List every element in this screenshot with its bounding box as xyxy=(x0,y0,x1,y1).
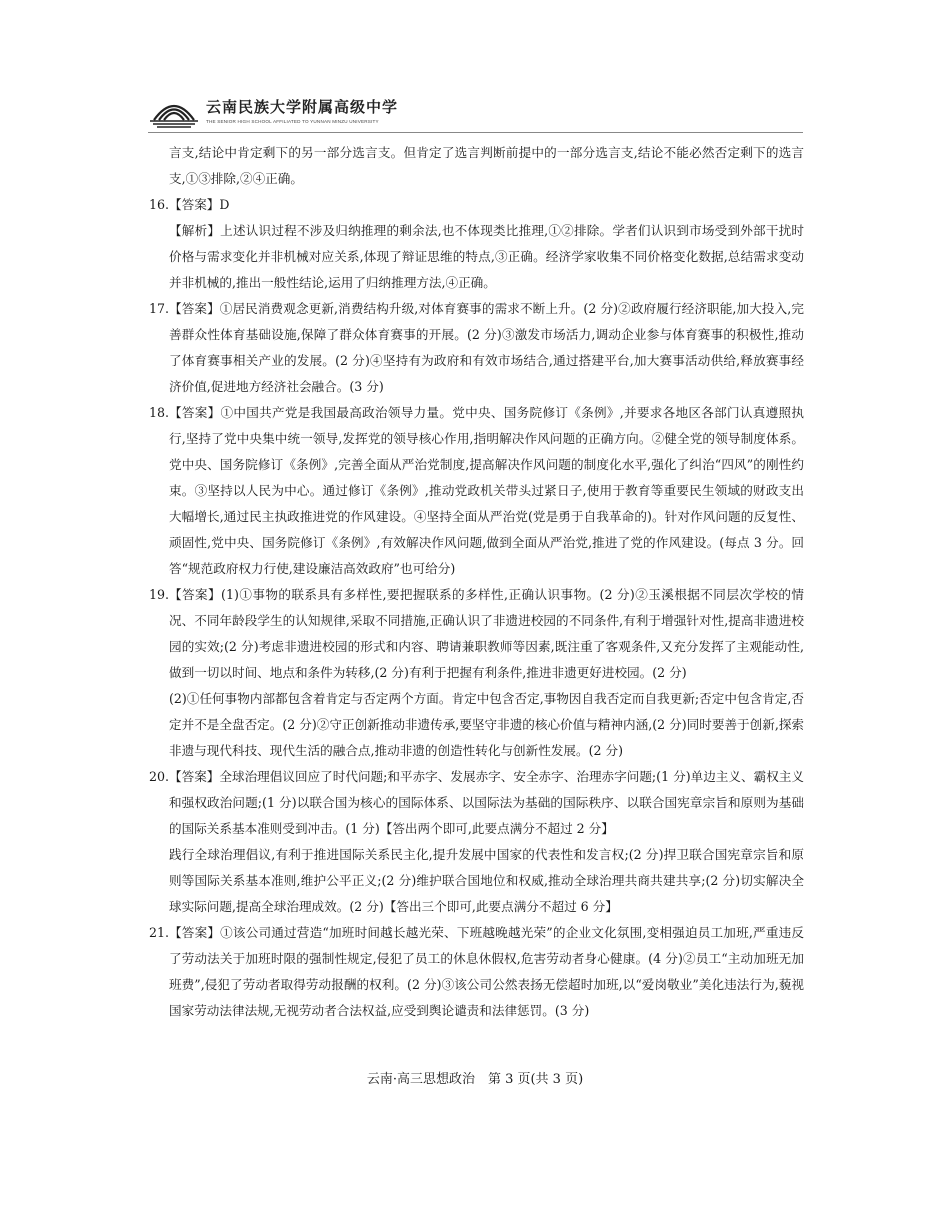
page-header xyxy=(148,88,800,132)
question-number: 19. xyxy=(148,587,169,602)
question-17 xyxy=(148,296,804,400)
page-footer: 云南·高三思想政治 第 3 页(共 3 页) xyxy=(366,1072,584,1087)
question-19 xyxy=(148,582,804,764)
header-divider xyxy=(148,132,803,133)
question-number: 17. xyxy=(148,301,169,316)
school-name: 云南民族大学附属高级中学 xyxy=(206,98,399,116)
school-logo-icon xyxy=(148,90,200,130)
answer-text: 【答案】D xyxy=(169,197,230,212)
answer-part-2: (2)①任何事物内部都包含着肯定与否定两个方面。肯定中包含否定,事物因自我否定而自我更新;否定中包含肯定,否定并不是全盘否定。(2 分)②守正创新推动非遗传承,要坚守非遗的核心价值与精神内涵,(2 分)同时要善于创新,探索非遗与现代科技、现代生活的融合点,推动非遗的创造性转化与创新性发展。(2 分) xyxy=(169,691,805,758)
explanation-text: 【解析】上述认识过程不涉及归纳推理的剩余法,也不体现类比推理,①②排除。学者们认识到市场受到外部干扰时价格与需求变化并非机械对应关系,体现了辩证思维的特点,③正确。经济学家收集不同价格变化数据,总结需求变动并非机械的,推出一般性结论,运用了归纳推理方法,④正确。 xyxy=(169,223,804,290)
question-number: 21. xyxy=(148,925,169,940)
intro-paragraph: 言支,结论中肯定剩下的另一部分选言支。但肯定了选言判断前提中的一部分选言支,结论不能必然否定剩下的选言支,①③排除,②④正确。 xyxy=(169,145,804,186)
answer-part-2: 践行全球治理倡议,有利于推进国际关系民主化,提升发展中国家的代表性和发言权;(2 分)捍卫联合国宪章宗旨和原则等国际关系基本准则,维护公平正义;(2 分)维护联合国地位和权威,推动全球治理共商共建共享;(2 分)切实解决全球实际问题,提高全球治理成效。(2 分)【答出三个即可,此要点满分不超过 6 分】 xyxy=(169,847,804,914)
answer-text: 【答案】(1)①事物的联系具有多样性,要把握联系的多样性,正确认识事物。(2 分)②玉溪根据不同层次学校的情况、不同年龄段学生的认知规律,采取不同措施,正确认识了非遗进校园的不同条件,有利于增强针对性,提高非遗进校园的实效;(2 分)考虑非遗进校园的形式和内容、聘请兼职教师等因素,既注重了客观条件,又充分发挥了主观能动性,做到一切以时间、地点和条件为转移,(2 分)有利于把握有利条件,推进非遗更好进校园。(2 分) xyxy=(169,587,804,680)
school-title xyxy=(206,96,398,124)
question-16 xyxy=(148,192,804,296)
answer-content xyxy=(148,140,804,1024)
answer-text: 【答案】①居民消费观念更新,消费结构升级,对体育赛事的需求不断上升。(2 分)②政府履行经济职能,加大投入,完善群众性体育基础设施,保障了群众体育赛事的开展。(2 分)③激发市场活力,调动企业参与体育赛事的积极性,推动了体育赛事相关产业的发展。(2 分)④坚持有为政府和有效市场结合,通过搭建平台,加大赛事活动供给,释放赛事经济价值,促进地方经济社会融合。(3 分) xyxy=(169,301,804,394)
question-number: 16. xyxy=(148,197,169,212)
question-20 xyxy=(148,764,804,920)
answer-text: 【答案】①中国共产党是我国最高政治领导力量。党中央、国务院修订《条例》,并要求各地区各部门认真遵照执行,坚持了党中央集中统一领导,发挥党的领导核心作用,指明解决作风问题的正确方向。②健全党的领导制度体系。党中央、国务院修订《条例》,完善全面从严治党制度,提高解决作风问题的制度化水平,强化了纠治“四风”的刚性约束。③坚持以人民为中心。通过修订《条例》,推动党政机关带头过紧日子,使用于教育等重要民生领域的财政支出大幅增长,通过民主执政推进党的作风建设。④坚持全面从严治党(党是勇于自我革命的)。针对作风问题的反复性、顽固性,党中央、国务院修订《条例》,有效解决作风问题,做到全面从严治党,推进了党的作风建设。(每点 3 分。回答“规范政府权力行使,建设廉洁高效政府”也可给分) xyxy=(169,405,804,576)
question-18 xyxy=(148,400,804,582)
question-21 xyxy=(148,920,804,1024)
question-number: 20. xyxy=(148,769,169,784)
answer-text: 【答案】全球治理倡议回应了时代问题;和平赤字、发展赤字、安全赤字、治理赤字问题;(1 分)单边主义、霸权主义和强权政治问题;(1 分)以联合国为核心的国际体系、以国际法为基础的国际秩序、以联合国宪章宗旨和原则为基础的国际关系基本准则受到冲击。(1 分)【答出两个即可,此要点满分不超过 2 分】 xyxy=(169,769,804,836)
school-name-en: THE SENIOR HIGH SCHOOL AFFILIATED TO YUNNAN MINZU UNIVERSITY xyxy=(206,119,379,124)
question-number: 18. xyxy=(148,405,169,420)
answer-text: 【答案】①该公司通过营造“加班时间越长越光荣、下班越晚越光荣”的企业文化氛围,变相强迫员工加班,严重违反了劳动法关于加班时限的强制性规定,侵犯了员工的休息休假权,危害劳动者身心健康。(4 分)②员工“主动加班无加班费”,侵犯了劳动者取得劳动报酬的权利。(2 分)③该公司公然表扬无偿超时加班,以“爱岗敬业”美化违法行为,藐视国家劳动法律法规,无视劳动者合法权益,应受到舆论谴责和法律惩罚。(3 分) xyxy=(169,925,804,1018)
